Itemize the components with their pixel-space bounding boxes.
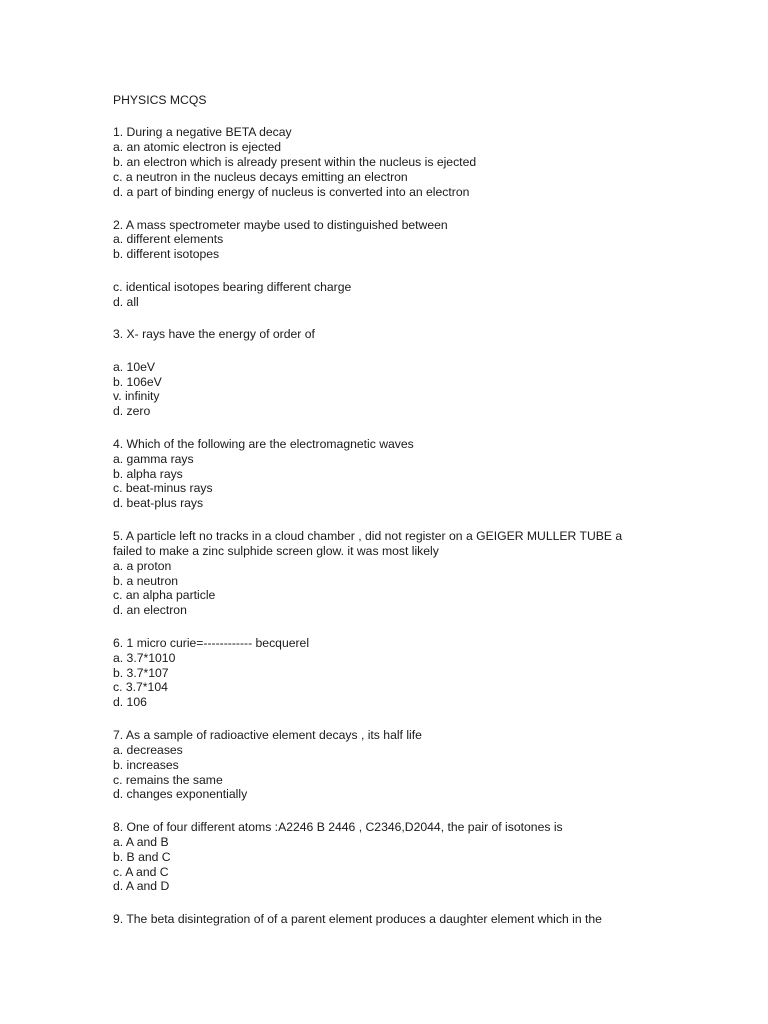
spacer <box>113 262 753 280</box>
spacer <box>113 200 753 218</box>
answer-option: a. a proton <box>113 558 172 573</box>
question-text: 6. 1 micro curie=------------ becquerel <box>113 635 310 650</box>
question-text: failed to make a zinc sulphide screen glow. it was most likely <box>113 543 439 558</box>
question-block <box>113 529 753 618</box>
spacer <box>113 894 753 912</box>
answer-option: c. beat-minus rays <box>113 481 213 496</box>
answer-option: b. an electron which is already present within the nucleus is ejected <box>113 155 477 170</box>
answer-option: a. decreases <box>113 742 183 757</box>
answer-option: b. alpha rays <box>113 466 183 481</box>
document-body <box>113 93 753 927</box>
answer-option: a. an atomic electron is ejected <box>113 140 282 155</box>
answer-option: d. A and D <box>113 879 170 894</box>
answer-option: b. increases <box>113 757 179 772</box>
spacer <box>113 710 753 728</box>
spacer <box>113 511 753 529</box>
answer-option: d. 106 <box>113 695 147 710</box>
question-block <box>113 912 753 927</box>
spacer <box>113 618 753 636</box>
page-title: PHYSICS MCQS <box>113 93 207 107</box>
answer-option: a. different elements <box>113 232 224 247</box>
answer-option: a. A and B <box>113 834 169 849</box>
answer-option: v. infinity <box>113 389 160 404</box>
spacer <box>113 802 753 820</box>
spacer <box>113 419 753 437</box>
spacer <box>113 310 753 328</box>
answer-option: c. a neutron in the nucleus decays emitting an electron <box>113 170 408 185</box>
question-text: 1. During a negative BETA decay <box>113 125 292 140</box>
question-block <box>113 327 753 419</box>
question-block <box>113 636 753 710</box>
question-block <box>113 125 753 199</box>
answer-option: b. a neutron <box>113 573 179 588</box>
answer-option: b. B and C <box>113 849 171 864</box>
answer-option: a. 3.7*1010 <box>113 650 176 665</box>
answer-option: d. all <box>113 294 139 309</box>
answer-option: c. identical isotopes bearing different charge <box>113 279 352 294</box>
question-text: 4. Which of the following are the electromagnetic waves <box>113 436 414 451</box>
question-text: 3. X- rays have the energy of order of <box>113 327 315 342</box>
answer-option: b. different isotopes <box>113 247 220 262</box>
question-text: 5. A particle left no tracks in a cloud chamber , did not register on a GEIGER MULLER TUBE a <box>113 528 623 543</box>
question-block <box>113 820 753 894</box>
answer-option: d. zero <box>113 404 151 419</box>
question-block <box>113 437 753 511</box>
answer-option: d. a part of binding energy of nucleus is converted into an electron <box>113 185 470 200</box>
answer-option: d. beat-plus rays <box>113 496 204 511</box>
answer-option: c. 3.7*104 <box>113 680 168 695</box>
question-text: 2. A mass spectrometer maybe used to distinguished between <box>113 217 448 232</box>
answer-option: b. 3.7*107 <box>113 665 169 680</box>
answer-option: d. changes exponentially <box>113 787 248 802</box>
question-text: 7. As a sample of radioactive element decays , its half life <box>113 727 422 742</box>
answer-option: c. remains the same <box>113 772 223 787</box>
spacer <box>113 342 753 360</box>
answer-option: b. 106eV <box>113 374 162 389</box>
question-block <box>113 218 753 310</box>
answer-option: c. A and C <box>113 864 169 879</box>
question-text: 8. One of four different atoms :A2246 B 2446 , C2346,D2044, the pair of isotones is <box>113 819 563 834</box>
answer-option: a. gamma rays <box>113 451 194 466</box>
answer-option: d. an electron <box>113 603 187 618</box>
answer-option: c. an alpha particle <box>113 588 216 603</box>
answer-option: a. 10eV <box>113 359 156 374</box>
question-block <box>113 728 753 802</box>
question-text: 9. The beta disintegration of of a parent element produces a daughter element which in the <box>113 911 602 926</box>
